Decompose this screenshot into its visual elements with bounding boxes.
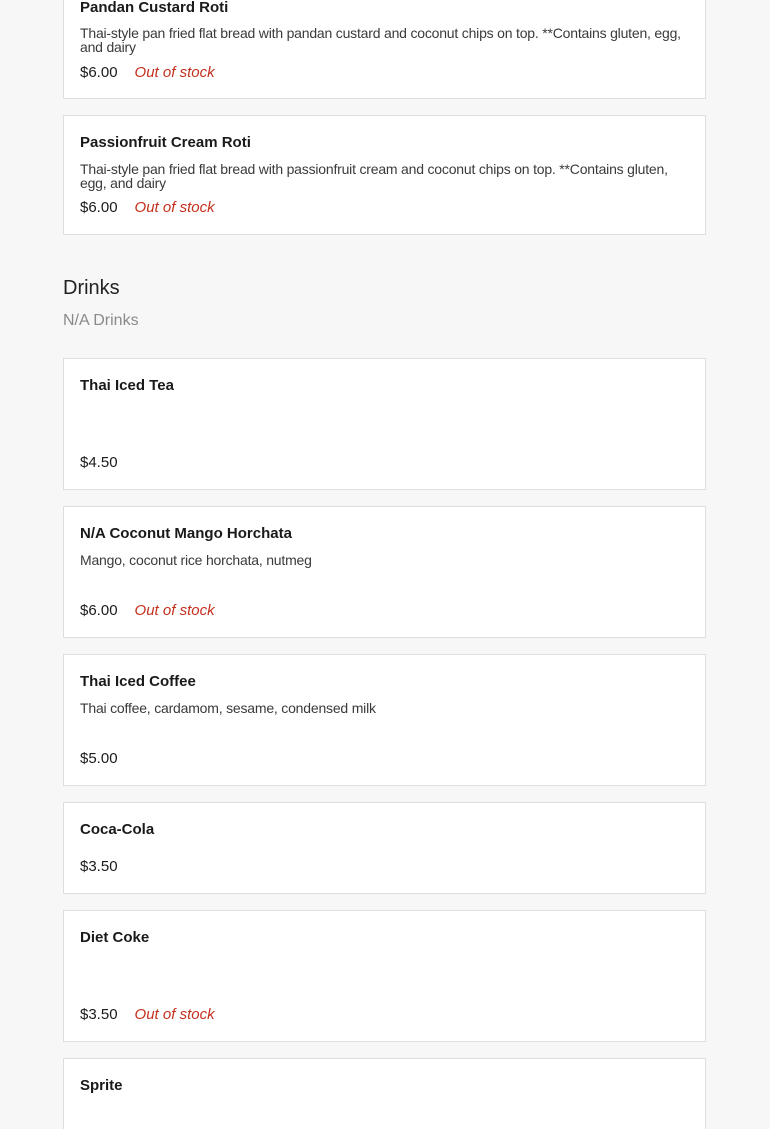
item-price: $6.00 bbox=[80, 64, 118, 81]
item-name: Diet Coke bbox=[80, 929, 150, 946]
item-price: $6.00 bbox=[80, 199, 118, 216]
menu-item-card[interactable] bbox=[63, 358, 706, 490]
item-name: Thai Iced Coffee bbox=[80, 673, 196, 690]
item-name: Thai Iced Tea bbox=[80, 377, 174, 394]
item-price: $3.50 bbox=[80, 1006, 118, 1023]
item-price: $4.50 bbox=[80, 454, 118, 471]
menu-item-card[interactable] bbox=[63, 910, 706, 1042]
item-name: Passionfruit Cream Roti bbox=[80, 134, 251, 151]
item-description: Mango, coconut rice horchata, nutmeg bbox=[80, 552, 312, 568]
out-of-stock-badge: Out of stock bbox=[134, 199, 215, 216]
out-of-stock-badge: Out of stock bbox=[134, 64, 215, 81]
section-title: Drinks bbox=[63, 277, 120, 299]
item-name: Coca-Cola bbox=[80, 821, 155, 838]
menu-item-card[interactable] bbox=[63, 506, 706, 638]
menu-item-card[interactable] bbox=[63, 1058, 706, 1129]
item-price: $5.00 bbox=[80, 750, 118, 767]
menu-item-card[interactable] bbox=[63, 654, 706, 786]
out-of-stock-badge: Out of stock bbox=[134, 602, 215, 619]
item-price: $6.00 bbox=[80, 602, 118, 619]
menu-item-card[interactable] bbox=[63, 802, 706, 894]
item-description: Thai coffee, cardamom, sesame, condensed milk bbox=[80, 700, 376, 716]
item-name: N/A Coconut Mango Horchata bbox=[80, 525, 292, 542]
item-price: $3.50 bbox=[80, 858, 118, 875]
out-of-stock-badge: Out of stock bbox=[134, 1006, 215, 1023]
item-description: Thai-style pan fried flat bread with passionfruit cream and coconut chips on top. **Contains gluten, egg, and dairy bbox=[80, 161, 668, 191]
section-subtitle: N/A Drinks bbox=[63, 312, 139, 329]
item-name: Pandan Custard Roti bbox=[80, 0, 229, 16]
item-description: Thai-style pan fried flat bread with pandan custard and coconut chips on top. **Contains gluten, egg, and dairy bbox=[80, 25, 681, 55]
menu-item-card[interactable] bbox=[63, 0, 706, 99]
menu-item-card[interactable] bbox=[63, 115, 706, 235]
item-name: Sprite bbox=[80, 1077, 123, 1094]
